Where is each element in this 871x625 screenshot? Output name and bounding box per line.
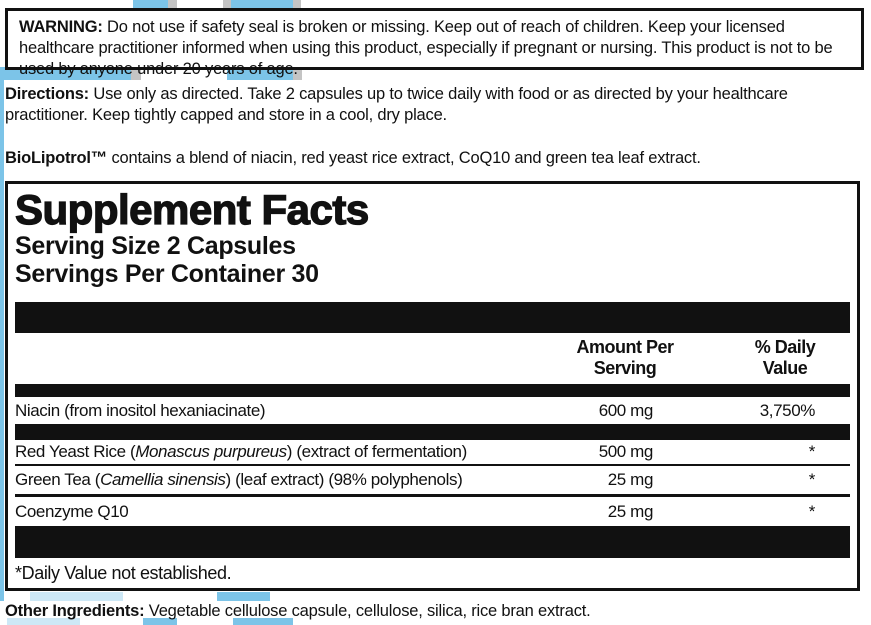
warning-text: Do not use if safety seal is broken or missing. Keep out of reach of children. Keep your licensed healthcare practitioner informed when using this product, especially if pregnant or nursing. This product is not to be used by anyone under 20 years of age. xyxy=(19,18,833,78)
divider-bar-thick xyxy=(15,426,850,440)
column-header-amount-line1: Amount Per xyxy=(576,337,674,357)
ingredient-name: Coenzyme Q10 xyxy=(15,501,129,521)
ingredient-daily-value: * xyxy=(808,501,815,521)
table-row-green-tea xyxy=(15,466,850,497)
ingredient-amount: 600 mg xyxy=(598,400,653,420)
servings-per-container: Servings Per Container 30 xyxy=(15,260,319,288)
other-ingredients-paragraph xyxy=(5,601,861,622)
table-row-coenzyme-q10 xyxy=(15,497,850,526)
column-header-amount-line2: Serving xyxy=(593,358,657,378)
divider-bar-thick xyxy=(15,526,850,558)
table-row-niacin xyxy=(15,397,850,426)
divider-bar-thick xyxy=(15,302,850,333)
deco-blue-bar xyxy=(217,592,270,601)
serving-size: Serving Size 2 Capsules xyxy=(15,232,296,260)
warning-lead: WARNING: xyxy=(19,18,103,36)
other-ingredients-lead: Other Ingredients: xyxy=(5,602,145,620)
ingredient-daily-value: * xyxy=(808,470,815,489)
deco-blue-bar xyxy=(133,0,168,8)
ingredient-amount: 25 mg xyxy=(607,501,653,521)
deco-blue-bar xyxy=(231,0,293,8)
ingredient-name: Green Tea (Camellia sinensis) (leaf extract) (98% polyphenols) xyxy=(15,470,463,489)
column-header-dv-line2: Value xyxy=(762,358,808,378)
deco-blue-left-strip xyxy=(0,80,4,601)
deco-gray-bar xyxy=(293,0,301,8)
warning-box xyxy=(5,8,864,78)
deco-gray-bar xyxy=(223,0,231,8)
other-ingredients-text: Vegetable cellulose capsule, cellulose, silica, rice bran extract. xyxy=(144,602,591,620)
description-text: contains a blend of niacin, red yeast rice extract, CoQ10 and green tea leaf extract. xyxy=(107,149,701,167)
ingredient-daily-value: * xyxy=(808,442,815,461)
column-header-amount xyxy=(545,337,705,379)
directions-text: Use only as directed. Take 2 capsules up to twice daily with food or as directed by your healthcare practitioner. Keep tightly capped and store in a cool, dry place. xyxy=(5,85,788,124)
column-header-row xyxy=(15,333,850,384)
description-paragraph xyxy=(5,148,861,169)
ingredient-name: Red Yeast Rice (Monascus purpureus) (extract of fermentation) xyxy=(15,442,467,461)
brand-name: BioLipotrol™ xyxy=(5,149,108,167)
ingredient-name: Niacin (from inositol hexaniacinate) xyxy=(15,400,266,420)
table-row-red-yeast-rice xyxy=(15,440,850,466)
daily-value-footnote: *Daily Value not established. xyxy=(15,563,232,583)
deco-pale-blue-bar xyxy=(30,592,123,601)
column-header-daily-value xyxy=(710,337,860,379)
ingredient-amount: 25 mg xyxy=(607,470,653,489)
ingredient-amount: 500 mg xyxy=(598,442,653,461)
divider-bar-medium xyxy=(15,384,850,397)
supplement-facts-panel xyxy=(5,181,860,591)
deco-gray-bar xyxy=(168,0,177,8)
directions-lead: Directions: xyxy=(5,85,89,103)
ingredient-daily-value: 3,750% xyxy=(759,400,815,420)
supplement-facts-title: Supplement Facts xyxy=(15,186,369,233)
directions-paragraph xyxy=(5,84,861,126)
column-header-dv-line1: % Daily xyxy=(754,337,816,357)
